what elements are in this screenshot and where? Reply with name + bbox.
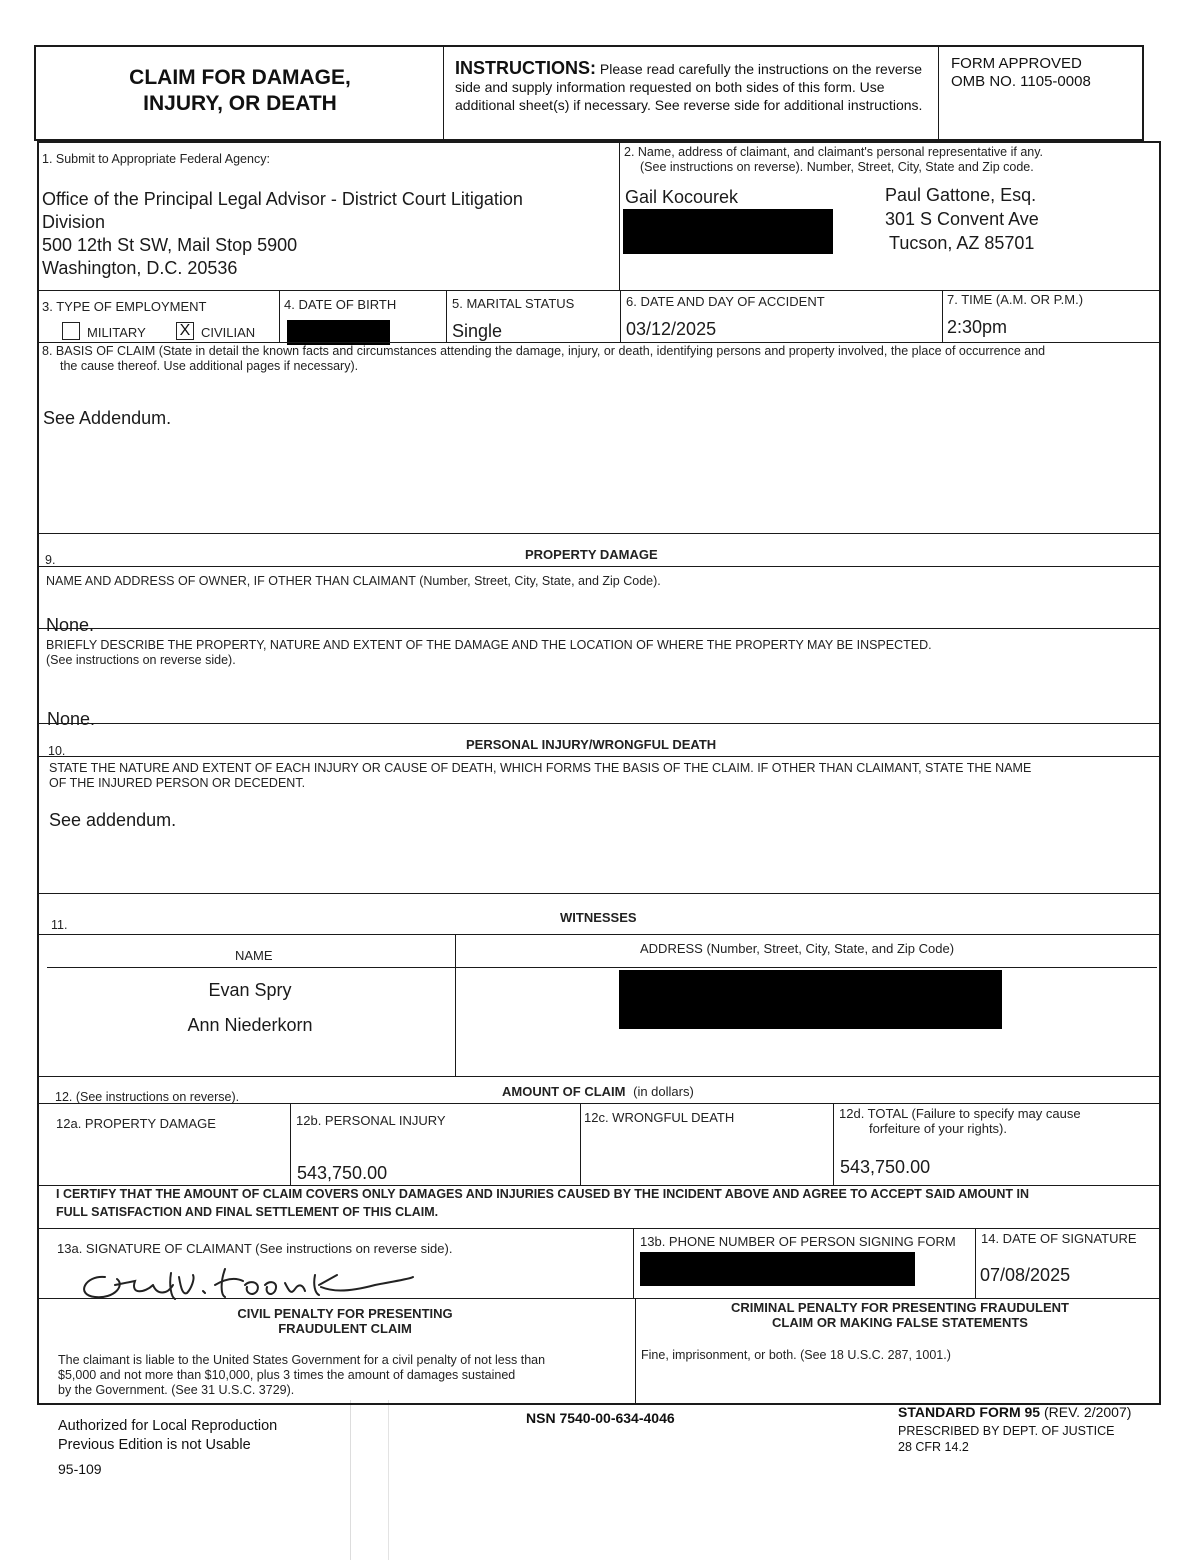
- basis-value: See Addendum.: [43, 408, 172, 428]
- injury-label: [49, 761, 1149, 791]
- divider: [635, 1298, 636, 1405]
- form-code: 95-109: [58, 1461, 102, 1477]
- civil-text-line: $5,000 and not more than $10,000, plus 3 times the amount of damages sustained: [58, 1368, 516, 1382]
- basis-label-line: 8. BASIS OF CLAIM (State in detail the known facts and circumstances attending the damage, injury, or death, identifying persons and property involved, the place of occurrence and: [42, 344, 1046, 358]
- property-heading: PROPERTY DAMAGE: [525, 547, 658, 562]
- reproduction-note: [58, 1417, 277, 1455]
- civil-heading-line: FRAUDULENT CLAIM: [278, 1321, 412, 1336]
- divider: [37, 290, 1161, 291]
- property-number: 9.: [45, 553, 56, 567]
- standard-form-id: [898, 1404, 1131, 1420]
- certification-line: FULL SATISFACTION AND FINAL SETTLEMENT OF THIS CLAIM.: [56, 1205, 439, 1219]
- signature-date-label: 14. DATE OF SIGNATURE: [981, 1231, 1137, 1246]
- instructions: [455, 59, 925, 114]
- civilian-label: CIVILIAN: [201, 325, 256, 340]
- basis-label: [42, 344, 1142, 374]
- divider: [290, 1103, 291, 1185]
- amount-heading-suffix: (in dollars): [633, 1084, 694, 1099]
- total-value: 543,750.00: [840, 1157, 931, 1177]
- military-checkbox[interactable]: [62, 322, 80, 340]
- divider: [37, 1298, 1161, 1299]
- employment-label: 3. TYPE OF EMPLOYMENT: [42, 299, 207, 314]
- dob-label: 4. DATE OF BIRTH: [284, 297, 397, 312]
- basis-label-line: the cause thereof. Use additional pages if necessary).: [60, 359, 359, 373]
- form-title-line: INJURY, OR DEATH: [143, 92, 337, 115]
- divider: [975, 1228, 976, 1298]
- agency-line: Office of the Principal Legal Advisor - District Court Litigation: [42, 189, 523, 209]
- instructions-text: Please read carefully the instructions on the reverse side and supply information requested on both sides of this form. Use additional sheet(s) if necessary. See reverse side for additional instructions.: [455, 61, 923, 113]
- total-label-line: 12d. TOTAL (Failure to specify may cause: [839, 1106, 1081, 1121]
- divider: [443, 45, 444, 141]
- divider: [446, 290, 447, 342]
- marital-label: 5. MARITAL STATUS: [452, 296, 575, 311]
- phone-label: 13b. PHONE NUMBER OF PERSON SIGNING FORM: [640, 1234, 956, 1249]
- standard-form-revision: (REV. 2/2007): [1043, 1404, 1132, 1420]
- redacted-claimant-address: [623, 209, 833, 254]
- witness-name-header: NAME: [235, 948, 273, 963]
- divider: [37, 1076, 1161, 1077]
- divider: [580, 1103, 581, 1185]
- form-approval: [951, 55, 1091, 91]
- accident-date-value: 03/12/2025: [626, 319, 717, 339]
- divider: [37, 342, 1161, 343]
- agency-line: 500 12th St SW, Mail Stop 5900: [42, 235, 298, 255]
- civilian-checkbox[interactable]: X: [176, 322, 194, 340]
- representative-line: 301 S Convent Ave: [885, 209, 1039, 229]
- amount-heading-text: AMOUNT OF CLAIM: [502, 1084, 626, 1099]
- certification-line: I CERTIFY THAT THE AMOUNT OF CLAIM COVERS ONLY DAMAGES AND INJURIES CAUSED BY THE INCIDENT ABOVE AND AGREE TO ACCEPT SAID AMOUNT IN: [56, 1187, 1029, 1201]
- divider: [37, 756, 1161, 757]
- divider: [37, 893, 1161, 894]
- describe-label: [46, 638, 1146, 668]
- prescribed-line: PRESCRIBED BY DEPT. OF JUSTICE: [898, 1424, 1115, 1438]
- witnesses-heading: WITNESSES: [560, 910, 637, 925]
- describe-value: None.: [47, 709, 96, 729]
- nsn-number: NSN 7540-00-634-4046: [526, 1410, 675, 1426]
- divider: [37, 1228, 1161, 1229]
- agency-label: 1. Submit to Appropriate Federal Agency:: [42, 152, 270, 166]
- describe-label-line: BRIEFLY DESCRIBE THE PROPERTY, NATURE AND EXTENT OF THE DAMAGE AND THE LOCATION OF WHERE THE PROPERTY MAY BE INSPECTED.: [46, 638, 932, 652]
- criminal-penalty-text: Fine, imprisonment, or both. (See 18 U.S.C. 287, 1001.): [641, 1348, 951, 1362]
- form-title: [60, 65, 420, 117]
- divider: [455, 934, 456, 1076]
- form-title-line: CLAIM FOR DAMAGE,: [129, 66, 351, 89]
- accident-time-label: 7. TIME (A.M. OR P.M.): [947, 292, 1084, 307]
- civil-text-line: The claimant is liable to the United States Government for a civil penalty of not less than: [58, 1353, 546, 1367]
- claimant-label-line: (See instructions on reverse). Number, Street, City, State and Zip code.: [640, 160, 1034, 174]
- accident-date-label: 6. DATE AND DAY OF ACCIDENT: [626, 294, 825, 309]
- injury-number: 10.: [48, 744, 66, 758]
- divider: [47, 967, 1157, 968]
- witness-name: Ann Niederkorn: [187, 1015, 313, 1035]
- criminal-heading-line: CLAIM OR MAKING FALSE STATEMENTS: [772, 1315, 1028, 1330]
- scan-fold-line: [388, 1400, 389, 1560]
- divider: [37, 533, 1161, 534]
- injury-heading: PERSONAL INJURY/WRONGFUL DEATH: [466, 737, 717, 752]
- signature-date-value: 07/08/2025: [980, 1265, 1071, 1285]
- redacted-phone: [640, 1252, 915, 1286]
- divider: [833, 1103, 834, 1185]
- divider: [37, 628, 1161, 629]
- amount-number-label: 12. (See instructions on reverse).: [55, 1090, 240, 1104]
- owner-value: None.: [46, 615, 95, 635]
- describe-label-line: (See instructions on reverse side).: [46, 653, 236, 667]
- total-label-line: forfeiture of your rights).: [869, 1121, 1007, 1136]
- witnesses-number: 11.: [51, 918, 68, 932]
- accident-time-value: 2:30pm: [947, 317, 1008, 337]
- total-label: [839, 1106, 1081, 1136]
- military-label: MILITARY: [87, 325, 146, 340]
- claimant-label-line: 2. Name, address of claimant, and claimant's personal representative if any.: [624, 145, 1044, 159]
- wrongful-death-label: 12c. WRONGFUL DEATH: [584, 1110, 735, 1125]
- agency-line: Washington, D.C. 20536: [42, 258, 238, 278]
- owner-label: NAME AND ADDRESS OF OWNER, IF OTHER THAN CLAIMANT (Number, Street, City, State, and Zip Code).: [46, 574, 661, 588]
- property-damage-label: 12a. PROPERTY DAMAGE: [56, 1116, 216, 1131]
- redacted-witness-addresses: [619, 970, 1002, 1029]
- marital-value: Single: [452, 321, 503, 341]
- civil-heading-line: CIVIL PENALTY FOR PRESENTING: [237, 1306, 453, 1321]
- representative-line: Paul Gattone, Esq.: [885, 185, 1037, 205]
- divider: [633, 1228, 634, 1298]
- form-approval-line: FORM APPROVED: [951, 55, 1082, 72]
- personal-injury-label: 12b. PERSONAL INJURY: [296, 1113, 446, 1128]
- signature-label: 13a. SIGNATURE OF CLAIMANT (See instructions on reverse side).: [57, 1241, 453, 1256]
- standard-form-name: STANDARD FORM 95: [898, 1404, 1041, 1420]
- divider: [37, 566, 1161, 567]
- amount-heading: [502, 1084, 694, 1099]
- witness-name: Evan Spry: [208, 980, 292, 1000]
- divider: [620, 290, 621, 342]
- form-approval-line: OMB NO. 1105-0008: [951, 73, 1091, 90]
- divider: [37, 1103, 1161, 1104]
- divider: [938, 45, 939, 141]
- reproduction-line: Authorized for Local Reproduction: [58, 1418, 278, 1434]
- injury-label-line: OF THE INJURED PERSON OR DECEDENT.: [49, 776, 306, 790]
- civil-penalty-text: [58, 1353, 545, 1398]
- agency-address: [42, 188, 612, 280]
- prescribed-by: [898, 1423, 1114, 1455]
- personal-injury-value: 543,750.00: [297, 1163, 388, 1183]
- criminal-heading-line: CRIMINAL PENALTY FOR PRESENTING FRAUDULENT: [730, 1300, 1069, 1315]
- civil-penalty-heading: [140, 1306, 550, 1336]
- witness-address-header: ADDRESS (Number, Street, City, State, and Zip Code): [640, 941, 955, 956]
- claimant-name: Gail Kocourek: [625, 187, 739, 207]
- claimant-label: [624, 145, 1149, 175]
- scan-fold-line: [350, 1400, 351, 1560]
- divider: [37, 934, 1161, 935]
- representative-address: [885, 183, 1039, 255]
- divider: [279, 290, 280, 342]
- certification: [56, 1185, 1151, 1221]
- injury-label-line: STATE THE NATURE AND EXTENT OF EACH INJURY OR CAUSE OF DEATH, WHICH FORMS THE BASIS OF THE CLAIM. IF OTHER THAN CLAIMANT, STATE THE NAME: [49, 761, 1032, 775]
- injury-value: See addendum.: [49, 810, 177, 830]
- instructions-heading: INSTRUCTIONS:: [455, 58, 596, 78]
- civil-text-line: by the Government. (See 31 U.S.C. 3729).: [58, 1383, 295, 1397]
- criminal-penalty-heading: [660, 1300, 1140, 1330]
- representative-line: Tucson, AZ 85701: [889, 233, 1035, 253]
- prescribed-line: 28 CFR 14.2: [898, 1440, 969, 1454]
- reproduction-line: Previous Edition is not Usable: [58, 1437, 251, 1453]
- agency-line: Division: [42, 212, 106, 232]
- divider: [37, 723, 1161, 724]
- divider: [619, 141, 620, 290]
- divider: [942, 290, 943, 342]
